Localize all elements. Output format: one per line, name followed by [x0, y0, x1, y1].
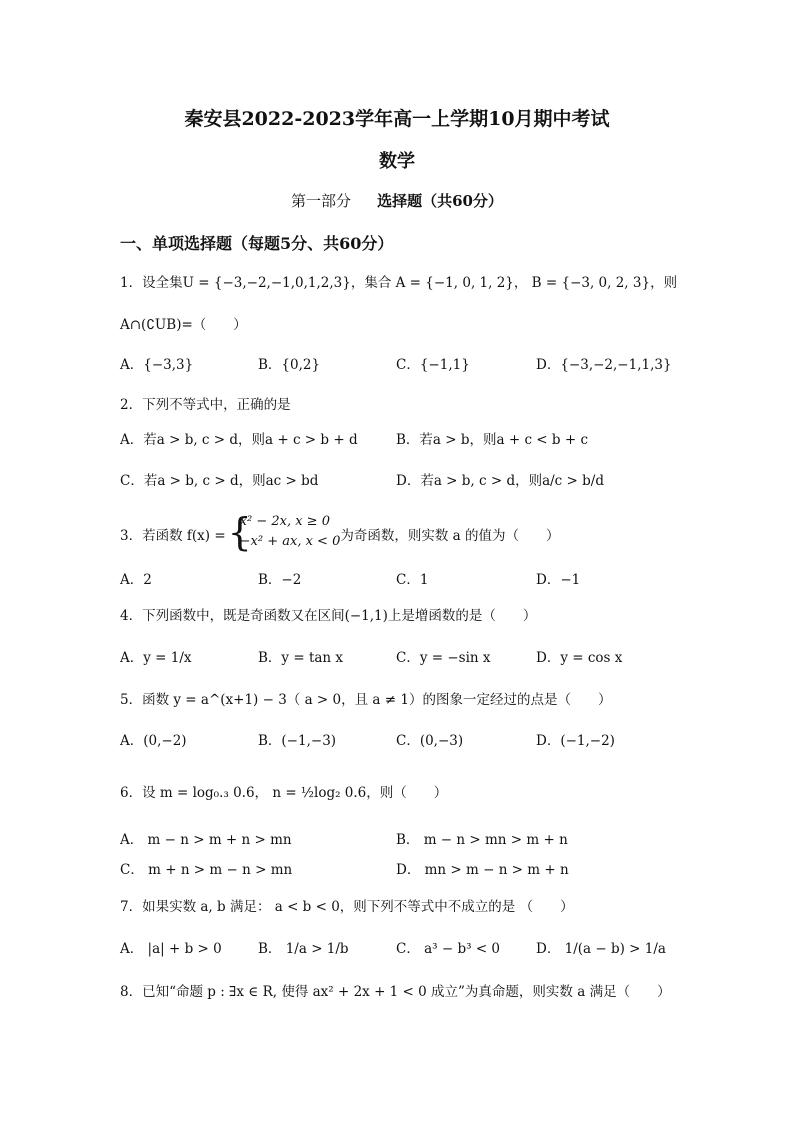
question-6-option-c: C． m + n > m − n > mn — [120, 862, 293, 878]
question-4-option-a: A．y = 1/x — [120, 650, 192, 666]
question-3-stem — [120, 512, 559, 556]
section-heading: 一、单项选择题（每题5分、共60分） — [120, 234, 394, 253]
question-2-option-d: D．若a > b, c > d，则a/c > b/d — [396, 473, 604, 489]
question-5-stem: 5．函数 y = a^(x+1) − 3（ a > 0，且 a ≠ 1）的图象一定经过的点是（ ） — [120, 692, 612, 708]
question-8-stem: 8．已知“命题 p : ∃x ∈ R, 使得 ax² + 2x + 1 < 0 成立”为真命题，则实数 a 满足（ ） — [120, 984, 671, 1000]
question-1-option-b: B．{0,2} — [258, 357, 321, 373]
subject-title: 数学 — [379, 151, 415, 172]
question-2-stem: 2．下列不等式中，正确的是 — [120, 397, 291, 413]
question-4-stem: 4．下列函数中，既是奇函数又在区间(−1,1)上是增函数的是（ ） — [120, 608, 537, 624]
piece-2: −x² + ax, x < 0 — [239, 534, 341, 549]
brace-glyph: { — [227, 510, 252, 554]
question-1-option-a: A．{−3,3} — [120, 357, 194, 373]
question-1-option-c: C．{−1,1} — [396, 357, 470, 373]
exam-title: 秦安县2022-2023学年高一上学期10月期中考试 — [184, 108, 610, 130]
question-6-option-b: B． m − n > mn > m + n — [396, 832, 568, 848]
question-4-option-b: B．y = tan x — [258, 650, 344, 666]
question-1-stem-cont: A∩(∁UB)=（ ） — [120, 317, 247, 333]
question-1-stem: 1．设全集U = {−3,−2,−1,0,1,2,3}，集合 A = {−1, 0, 1, 2}， B = {−3, 0, 2, 3}，则 — [120, 275, 678, 291]
question-3-option-a: A．2 — [120, 572, 152, 588]
part-name: 选择题（共60分） — [377, 192, 503, 210]
question-3-option-d: D．−1 — [536, 572, 581, 588]
question-3-option-b: B．−2 — [258, 572, 302, 588]
question-6-option-a: A． m − n > m + n > mn — [120, 832, 292, 848]
question-7-option-d: D． 1/(a − b) > 1/a — [536, 941, 666, 957]
question-3-suffix: 为奇函数，则实数 a 的值为（ ） — [340, 528, 560, 544]
part-heading — [0, 190, 794, 211]
question-7-option-c: C． a³ − b³ < 0 — [396, 941, 501, 957]
part-label: 第一部分 — [291, 192, 352, 210]
question-5-option-b: B．(−1,−3) — [258, 733, 337, 749]
question-6-option-d: D． mn > m − n > m + n — [396, 862, 569, 878]
question-7-option-b: B． 1/a > 1/b — [258, 941, 349, 957]
question-4-option-d: D．y = cos x — [536, 650, 623, 666]
question-7-option-a: A． |a| + b > 0 — [120, 941, 222, 957]
question-2-option-a: A．若a > b, c > d，则a + c > b + d — [120, 432, 358, 448]
question-2-option-c: C．若a > b, c > d，则ac > bd — [120, 473, 319, 489]
question-4-option-c: C．y = −sin x — [396, 650, 491, 666]
question-5-option-d: D．(−1,−2) — [536, 733, 615, 749]
question-3-prefix: 3．若函数 f(x) = — [120, 528, 226, 544]
question-3-option-c: C．1 — [396, 572, 429, 588]
piece-1: x² − 2x, x ≥ 0 — [239, 514, 330, 529]
question-5-option-a: A．(0,−2) — [120, 733, 187, 749]
question-1-option-d: D．{−3,−2,−1,1,3} — [536, 357, 672, 373]
question-5-option-c: C．(0,−3) — [396, 733, 464, 749]
question-6-stem: 6．设 m = log₀.₃ 0.6， n = ½log₂ 0.6，则（ ） — [120, 785, 448, 801]
question-7-stem: 7．如果实数 a, b 满足： a < b < 0，则下列不等式中不成立的是 （ ） — [120, 899, 574, 915]
piecewise-function — [228, 512, 341, 561]
question-2-option-b: B．若a > b，则a + c < b + c — [396, 432, 588, 448]
